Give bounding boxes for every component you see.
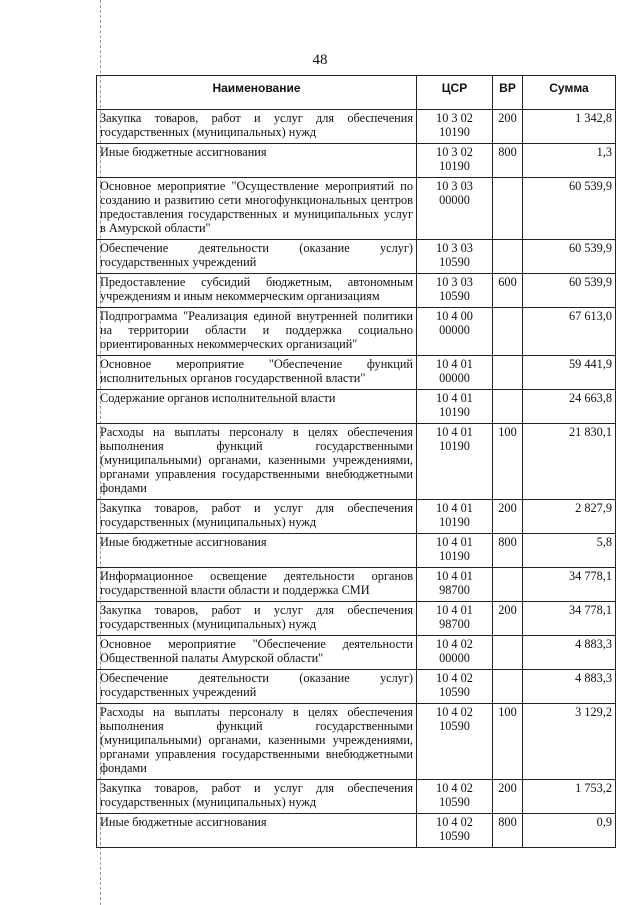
header-sum: Сумма bbox=[523, 76, 616, 110]
table-row bbox=[97, 178, 616, 240]
header-csr: ЦСР bbox=[417, 76, 493, 110]
cell-sum: 60 539,9 bbox=[523, 178, 616, 240]
table-row bbox=[97, 110, 616, 144]
cell-csr: 10 4 02 10590 bbox=[417, 814, 493, 848]
budget-table bbox=[96, 75, 616, 848]
cell-csr: 10 4 01 10190 bbox=[417, 424, 493, 500]
cell-vr: 200 bbox=[493, 602, 523, 636]
cell-vr: 100 bbox=[493, 704, 523, 780]
cell-csr: 10 4 01 10190 bbox=[417, 500, 493, 534]
table-row bbox=[97, 144, 616, 178]
cell-sum: 1,3 bbox=[523, 144, 616, 178]
cell-vr bbox=[493, 568, 523, 602]
table-row bbox=[97, 814, 616, 848]
cell-csr: 10 4 01 00000 bbox=[417, 356, 493, 390]
cell-csr: 10 4 01 10190 bbox=[417, 534, 493, 568]
cell-vr bbox=[493, 390, 523, 424]
header-name: Наименование bbox=[97, 76, 417, 110]
cell-sum: 34 778,1 bbox=[523, 602, 616, 636]
cell-vr bbox=[493, 636, 523, 670]
cell-sum: 4 883,3 bbox=[523, 636, 616, 670]
table-body bbox=[97, 110, 616, 848]
cell-sum: 34 778,1 bbox=[523, 568, 616, 602]
cell-vr: 800 bbox=[493, 534, 523, 568]
table-row bbox=[97, 780, 616, 814]
table-row bbox=[97, 704, 616, 780]
cell-sum: 21 830,1 bbox=[523, 424, 616, 500]
cell-sum: 0,9 bbox=[523, 814, 616, 848]
cell-csr: 10 4 00 00000 bbox=[417, 308, 493, 356]
cell-name: Обеспечение деятельности (оказание услуг) государственных учреждений bbox=[97, 670, 417, 704]
cell-name: Закупка товаров, работ и услуг для обеспечения государственных (муниципальных) нужд bbox=[97, 110, 417, 144]
table-row bbox=[97, 670, 616, 704]
cell-sum: 60 539,9 bbox=[523, 240, 616, 274]
cell-sum: 24 663,8 bbox=[523, 390, 616, 424]
cell-vr bbox=[493, 670, 523, 704]
cell-name: Основное мероприятие "Обеспечение деятельности Общественной палаты Амурской области" bbox=[97, 636, 417, 670]
cell-vr bbox=[493, 356, 523, 390]
header-vr: ВР bbox=[493, 76, 523, 110]
cell-name: Предоставление субсидий бюджетным, автономным учреждениям и иным некоммерческим организациям bbox=[97, 274, 417, 308]
cell-vr: 800 bbox=[493, 144, 523, 178]
cell-csr: 10 4 02 10590 bbox=[417, 704, 493, 780]
table-row bbox=[97, 534, 616, 568]
cell-sum: 1 753,2 bbox=[523, 780, 616, 814]
cell-csr: 10 3 02 10190 bbox=[417, 144, 493, 178]
cell-csr: 10 4 01 10190 bbox=[417, 390, 493, 424]
cell-name: Информационное освещение деятельности органов государственной власти области и поддержка СМИ bbox=[97, 568, 417, 602]
cell-sum: 5,8 bbox=[523, 534, 616, 568]
table-row bbox=[97, 602, 616, 636]
cell-name: Подпрограмма "Реализация единой внутренней политики на территории области и поддержка социально ориентированных некоммерческих организаций" bbox=[97, 308, 417, 356]
table-row bbox=[97, 356, 616, 390]
cell-name: Закупка товаров, работ и услуг для обеспечения государственных (муниципальных) нужд bbox=[97, 602, 417, 636]
cell-vr: 100 bbox=[493, 424, 523, 500]
cell-sum: 59 441,9 bbox=[523, 356, 616, 390]
page-number: 48 bbox=[312, 52, 328, 68]
cell-vr bbox=[493, 240, 523, 274]
cell-csr: 10 4 02 10590 bbox=[417, 670, 493, 704]
cell-csr: 10 4 02 00000 bbox=[417, 636, 493, 670]
table-row bbox=[97, 240, 616, 274]
cell-name: Обеспечение деятельности (оказание услуг) государственных учреждений bbox=[97, 240, 417, 274]
table-header-row bbox=[97, 76, 616, 110]
cell-csr: 10 3 03 10590 bbox=[417, 274, 493, 308]
cell-csr: 10 3 03 00000 bbox=[417, 178, 493, 240]
table-row bbox=[97, 308, 616, 356]
table-row bbox=[97, 424, 616, 500]
cell-csr: 10 3 03 10590 bbox=[417, 240, 493, 274]
cell-csr: 10 3 02 10190 bbox=[417, 110, 493, 144]
cell-csr: 10 4 02 10590 bbox=[417, 780, 493, 814]
cell-vr: 800 bbox=[493, 814, 523, 848]
table-row bbox=[97, 390, 616, 424]
cell-vr: 200 bbox=[493, 500, 523, 534]
cell-csr: 10 4 01 98700 bbox=[417, 602, 493, 636]
cell-name: Закупка товаров, работ и услуг для обеспечения государственных (муниципальных) нужд bbox=[97, 780, 417, 814]
table-row bbox=[97, 274, 616, 308]
cell-name: Иные бюджетные ассигнования bbox=[97, 534, 417, 568]
cell-vr: 200 bbox=[493, 110, 523, 144]
cell-name: Расходы на выплаты персоналу в целях обеспечения выполнения функций государственными (муниципальными) органами, казенными учреждениями, органами управления государственными внебюджетными фондами bbox=[97, 424, 417, 500]
cell-name: Основное мероприятие "Обеспечение функций исполнительных органов государственной власти" bbox=[97, 356, 417, 390]
cell-csr: 10 4 01 98700 bbox=[417, 568, 493, 602]
cell-name: Содержание органов исполнительной власти bbox=[97, 390, 417, 424]
cell-vr bbox=[493, 308, 523, 356]
cell-sum: 1 342,8 bbox=[523, 110, 616, 144]
cell-sum: 2 827,9 bbox=[523, 500, 616, 534]
cell-vr: 200 bbox=[493, 780, 523, 814]
cell-vr bbox=[493, 178, 523, 240]
table-row bbox=[97, 500, 616, 534]
cell-name: Закупка товаров, работ и услуг для обеспечения государственных (муниципальных) нужд bbox=[97, 500, 417, 534]
table-row bbox=[97, 568, 616, 602]
cell-name: Основное мероприятие "Осуществление мероприятий по созданию и развитию сети многофункциональных центров предоставления государственных и муниципальных услуг в Амурской области" bbox=[97, 178, 417, 240]
cell-name: Иные бюджетные ассигнования bbox=[97, 814, 417, 848]
cell-name: Иные бюджетные ассигнования bbox=[97, 144, 417, 178]
table-row bbox=[97, 636, 616, 670]
cell-vr: 600 bbox=[493, 274, 523, 308]
cell-sum: 3 129,2 bbox=[523, 704, 616, 780]
cell-sum: 60 539,9 bbox=[523, 274, 616, 308]
cell-name: Расходы на выплаты персоналу в целях обеспечения выполнения функций государственными (муниципальными) органами, казенными учреждениями, органами управления государственными внебюджетными фондами bbox=[97, 704, 417, 780]
cell-sum: 4 883,3 bbox=[523, 670, 616, 704]
cell-sum: 67 613,0 bbox=[523, 308, 616, 356]
